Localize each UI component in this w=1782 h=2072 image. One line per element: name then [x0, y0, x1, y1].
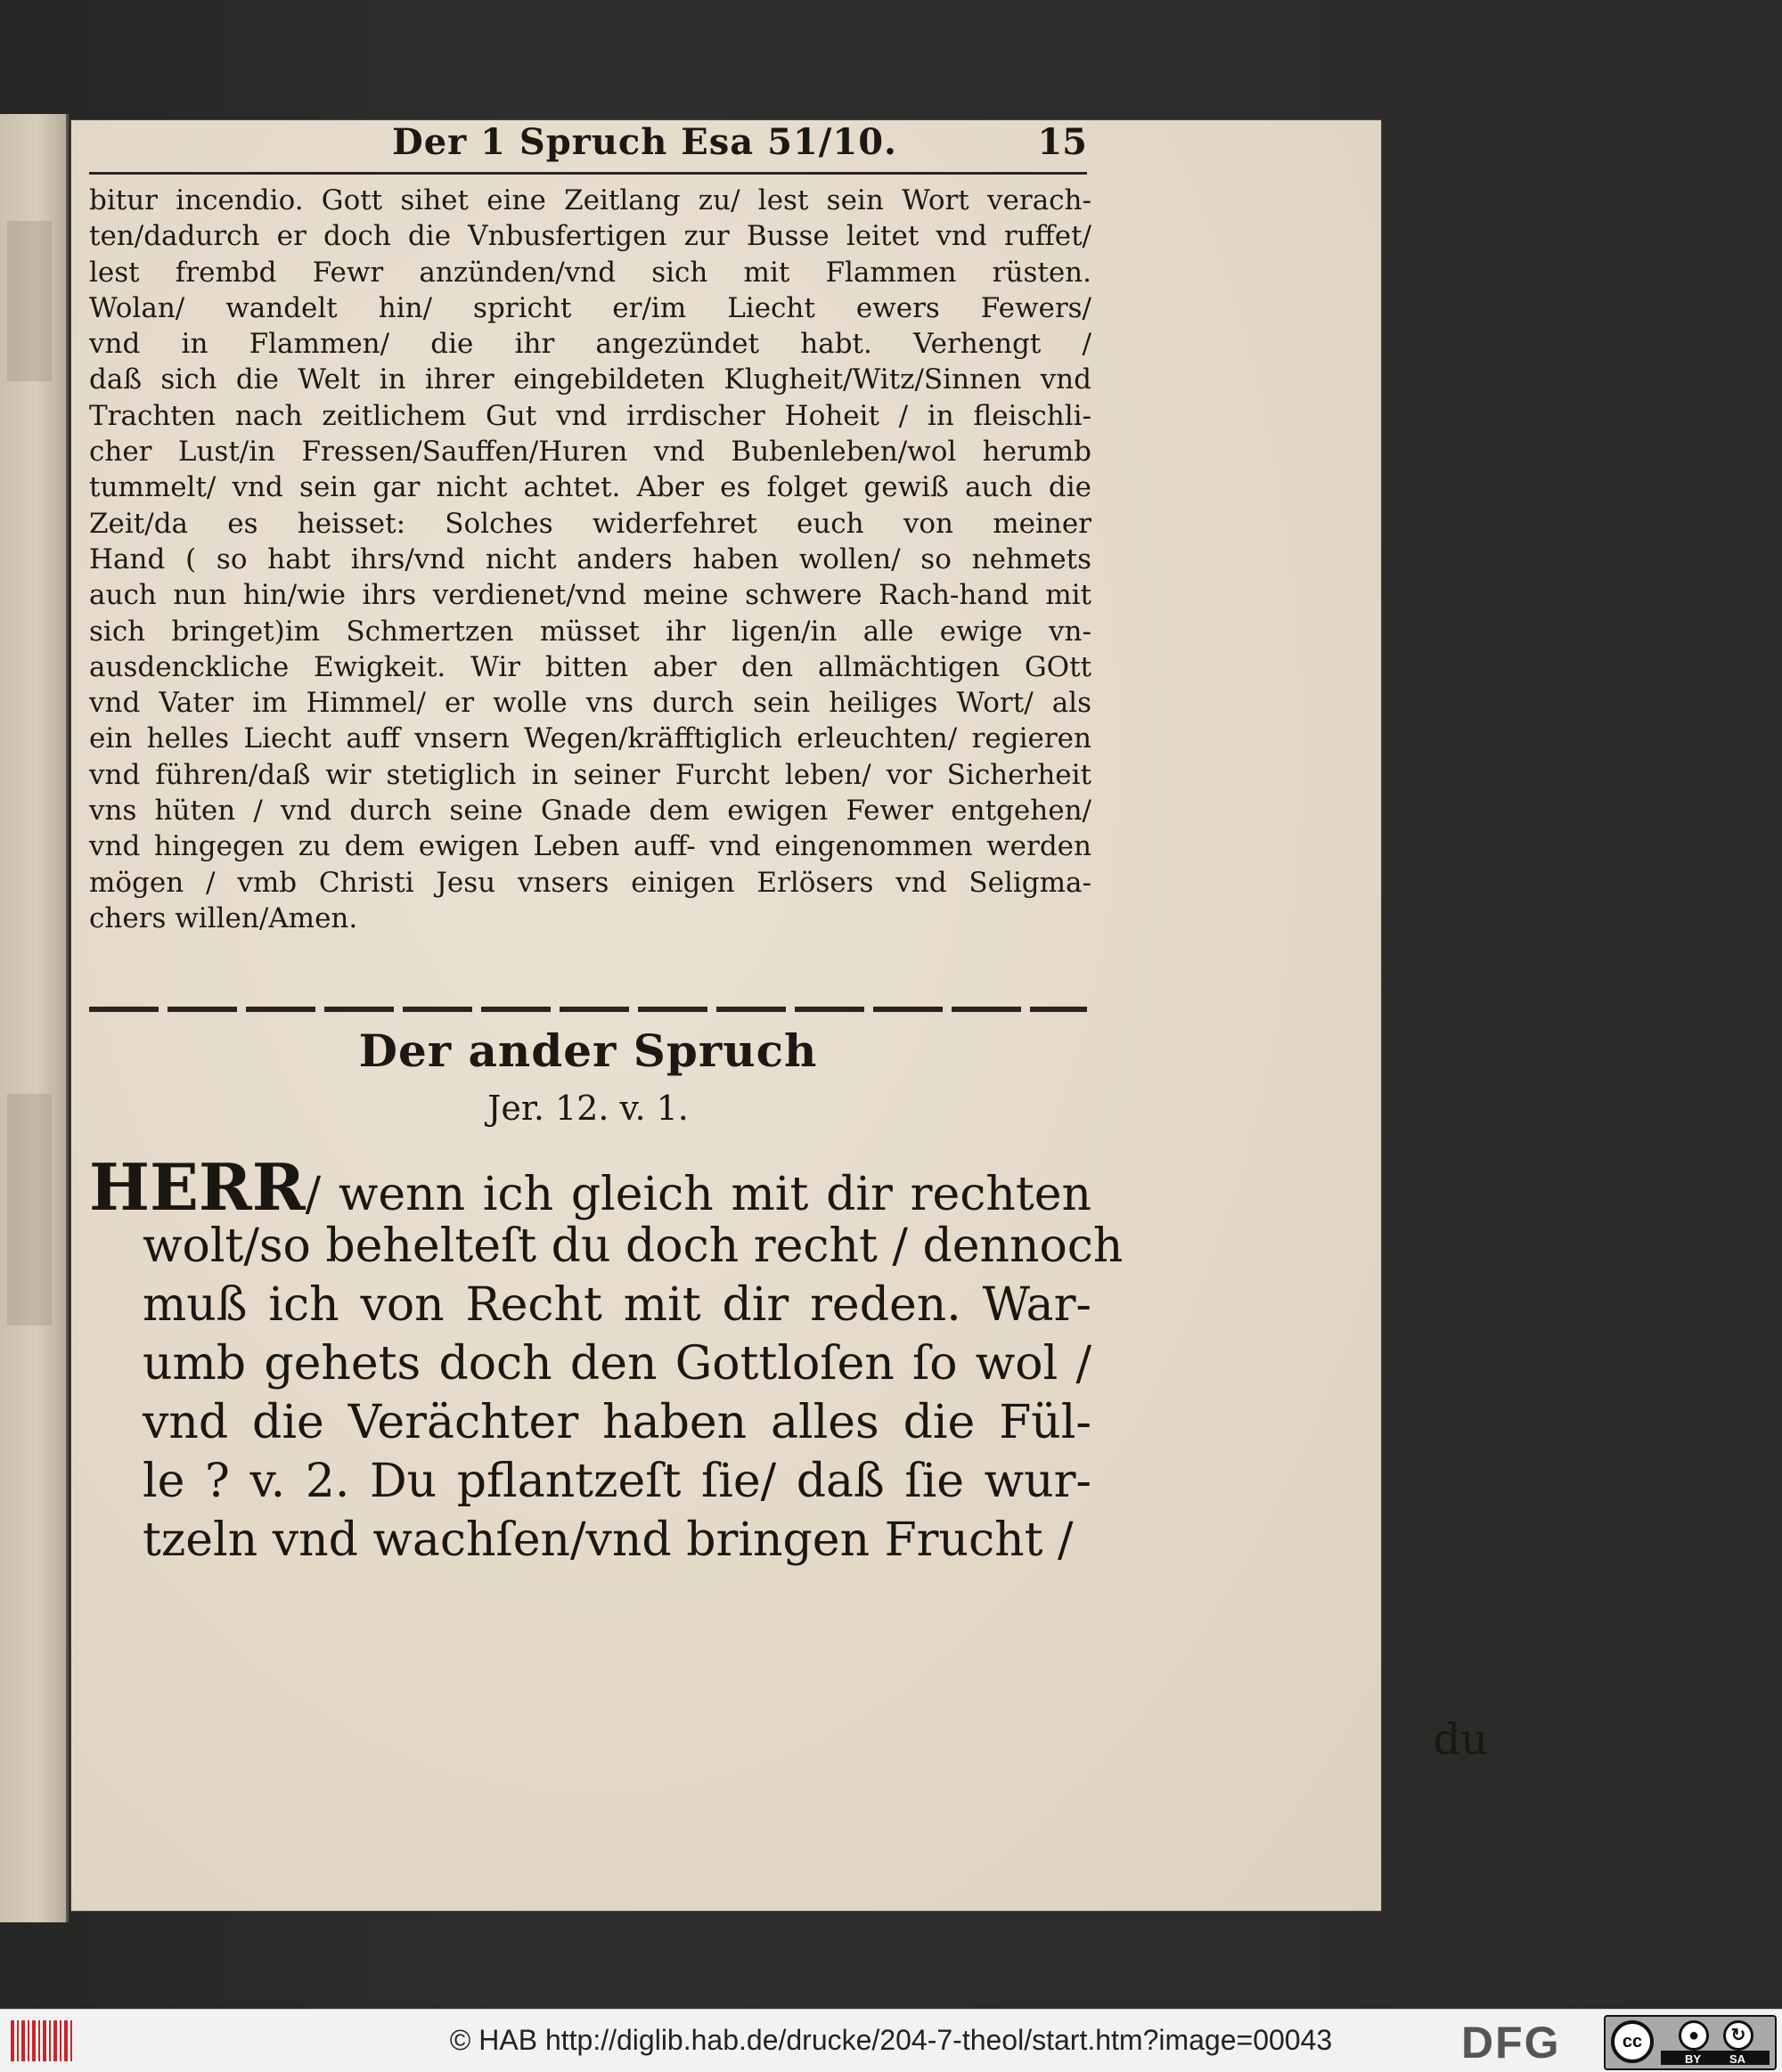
head-rule — [89, 172, 1087, 175]
text-line: cher Lust/in Fressen/Sauffen/Huren vnd Bubenleben/wol herumb — [89, 436, 1091, 469]
section-divider — [89, 1007, 1087, 1012]
verse-line — [89, 1149, 1091, 1225]
running-head — [89, 116, 1087, 171]
text-line: vnd führen/daß wir stetiglich in seiner Furcht leben/ vor Sicherheit — [89, 758, 1091, 791]
text-line: Trachten nach zeitlichem Gut vnd irrdischer Hoheit / in fleischli- — [89, 399, 1091, 432]
page-number: 15 — [1037, 121, 1087, 163]
text-line: chers willen/Amen. — [89, 901, 358, 934]
cc-license-badge[interactable] — [1604, 2015, 1777, 2070]
verse-initial: HERR — [89, 1149, 306, 1225]
text-line: vns hüten / vnd durch seine Gnade dem ewigen Fewer entgehen/ — [89, 795, 1091, 828]
body-text — [89, 183, 1091, 936]
dfg-logo[interactable]: DFG — [1461, 2018, 1561, 2068]
share-alike-icon: ↻ — [1723, 2020, 1753, 2051]
verse-line: tzeln vnd wachſen/vnd bringen Frucht / — [143, 1513, 1074, 1567]
text-line: bitur incendio. Gott sihet eine Zeitlang zu/ lest sein Wort verach- — [89, 184, 1091, 216]
sa-label: SA — [1729, 2052, 1746, 2066]
text-line: sich bringet)im Schmertzen müsset ihr ligen/in alle ewige vn- — [89, 615, 1091, 648]
verse-line: vnd die Verächter haben alles die Fül- — [143, 1396, 1091, 1449]
verse-line: le ? v. 2. Du pflantzeſt ſie/ daß ſie wur- — [143, 1455, 1091, 1508]
text-line: ein helles Liecht auff vnsern Wegen/kräfftiglich erleuchten/ regieren — [89, 722, 1091, 755]
copyright-link[interactable]: © HAB http://diglib.hab.de/drucke/204-7-theol/start.htm?image=00043 — [449, 2024, 1333, 2056]
catchword: du — [1433, 1715, 1488, 1765]
text-line: ten/dadurch er doch die Vnbusfertigen zur Busse leitet vnd ruffet/ — [89, 220, 1091, 253]
text-line: auch nun hin/wie ihrs verdienet/vnd meine schwere Rach-hand mit — [89, 579, 1091, 612]
paper-stain — [7, 221, 52, 381]
viewer-footer — [0, 2009, 1782, 2072]
text-line: Hand ( so habt ihrs/vnd nicht anders haben wollen/ so nehmets — [89, 542, 1091, 575]
text-line: Zeit/da es heisset: Solches widerfehret euch von meiner — [89, 507, 1091, 540]
text-line: ausdenckliche Ewigkeit. Wir bitten aber den allmächtigen GOtt — [89, 650, 1091, 683]
section-reference: Jer. 12. v. 1. — [487, 1089, 689, 1128]
previous-page-edge — [0, 114, 69, 1922]
cc-badge-band — [1661, 2051, 1770, 2065]
by-label: BY — [1685, 2052, 1702, 2066]
text-line: Wolan/ wandelt hin/ spricht er/im Liecht ewers Fewers/ — [89, 291, 1091, 324]
verse-line-text: / wenn ich gleich mit dir rechten — [305, 1168, 1091, 1221]
verse-line: muß ich von Recht mit dir reden. War- — [143, 1278, 1091, 1332]
verse-line: wolt/so behelteſt du doch recht / dennoch — [143, 1220, 1124, 1273]
section-title: Der ander Spruch — [358, 1024, 818, 1077]
verse-text — [89, 1149, 1124, 1570]
paper-stain — [7, 1094, 52, 1326]
text-line: daß sich die Welt in ihrer eingebildeten Klugheit/Witz/Sinnen vnd — [89, 363, 1091, 396]
text-line: mögen / vmb Christi Jesu vnsers einigen Erlösers vnd Seligma- — [89, 866, 1091, 899]
running-head-title: Der 1 Spruch Esa 51/10. — [392, 121, 897, 163]
text-line: lest frembd Fewr anzünden/vnd sich mit Flammen rüsten. — [89, 256, 1091, 289]
text-line: tummelt/ vnd sein gar nicht achtet. Aber es folget gewiß auch die — [89, 471, 1091, 504]
text-line: vnd in Flammen/ die ihr angezündet habt. Verhengt / — [89, 328, 1091, 361]
text-line: vnd Vater im Himmel/ er wolle vns durch sein heiliges Wort/ als — [89, 687, 1091, 720]
verse-line: umb gehets doch den Gottloſen ſo wol / — [143, 1337, 1091, 1391]
text-line: vnd hingegen zu dem ewigen Leben auff- vnd eingenommen werden — [89, 830, 1091, 863]
cc-icon: cc — [1611, 2020, 1654, 2063]
attribution-icon: ● — [1679, 2020, 1709, 2051]
